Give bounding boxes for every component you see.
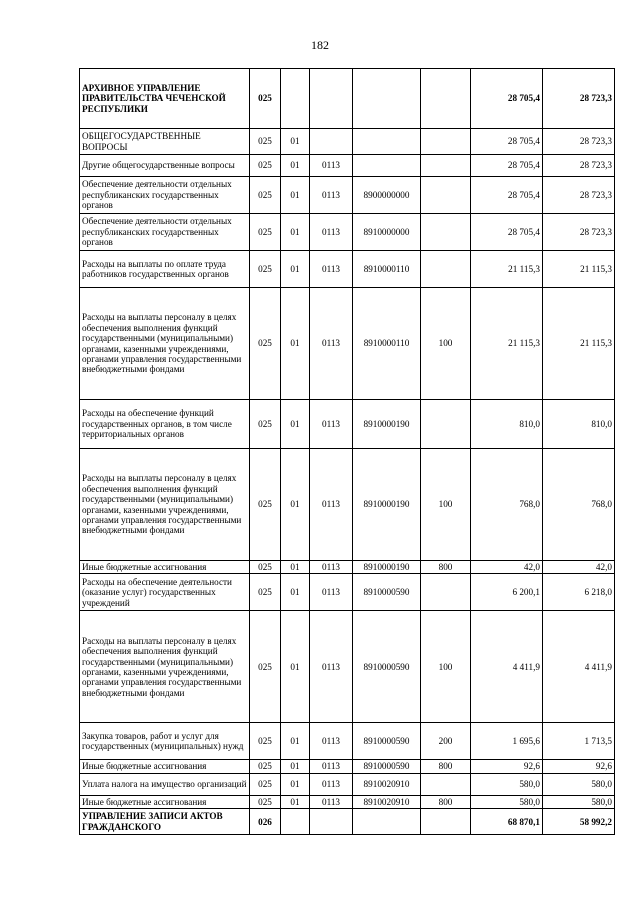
- ministry-code: 025: [250, 177, 281, 214]
- expense-type-code: [421, 809, 471, 835]
- amount-year-1: 1 695,6: [471, 723, 543, 760]
- subsection-code: 0113: [310, 400, 353, 449]
- target-article-code: 8910000590: [353, 574, 421, 611]
- ministry-code: 025: [250, 723, 281, 760]
- section-code: 01: [281, 129, 310, 155]
- amount-year-1: 768,0: [471, 449, 543, 561]
- budget-item-name: Иные бюджетные ассигнования: [80, 795, 250, 808]
- table-row: [80, 69, 615, 129]
- subsection-code: 0113: [310, 574, 353, 611]
- expense-type-code: [421, 155, 471, 177]
- amount-year-1: 21 115,3: [471, 288, 543, 400]
- target-article-code: 8910000590: [353, 723, 421, 760]
- expense-type-code: [421, 773, 471, 795]
- amount-year-1: 28 705,4: [471, 177, 543, 214]
- amount-year-1: 28 705,4: [471, 129, 543, 155]
- amount-year-1: 92,6: [471, 760, 543, 773]
- expense-type-code: 200: [421, 723, 471, 760]
- amount-year-2: 28 723,3: [543, 129, 615, 155]
- target-article-code: 8910000590: [353, 611, 421, 723]
- amount-year-2: 768,0: [543, 449, 615, 561]
- table-row: [80, 760, 615, 773]
- target-article-code: 8910000000: [353, 214, 421, 251]
- amount-year-1: 6 200,1: [471, 574, 543, 611]
- target-article-code: 8910000190: [353, 561, 421, 574]
- subsection-code: 0113: [310, 251, 353, 288]
- table-row: [80, 129, 615, 155]
- amount-year-2: 21 115,3: [543, 251, 615, 288]
- table-row: [80, 177, 615, 214]
- table-row: [80, 611, 615, 723]
- expense-type-code: 100: [421, 611, 471, 723]
- expense-type-code: 100: [421, 288, 471, 400]
- section-code: 01: [281, 561, 310, 574]
- target-article-code: [353, 809, 421, 835]
- subsection-code: 0113: [310, 155, 353, 177]
- ministry-code: 025: [250, 795, 281, 808]
- subsection-code: 0113: [310, 177, 353, 214]
- budget-item-name: Иные бюджетные ассигнования: [80, 760, 250, 773]
- section-code: 01: [281, 611, 310, 723]
- budget-item-name: Закупка товаров, работ и услуг для государственных (муниципальных) нужд: [80, 723, 250, 760]
- section-code: 01: [281, 400, 310, 449]
- amount-year-1: 4 411,9: [471, 611, 543, 723]
- section-code: 01: [281, 251, 310, 288]
- budget-item-name: АРХИВНОЕ УПРАВЛЕНИЕ ПРАВИТЕЛЬСТВА ЧЕЧЕНСКОЙ РЕСПУБЛИКИ: [80, 69, 250, 129]
- section-code: 01: [281, 214, 310, 251]
- amount-year-1: 810,0: [471, 400, 543, 449]
- expense-type-code: [421, 251, 471, 288]
- budget-item-name: Расходы на обеспечение деятельности (оказание услуг) государственных учреждений: [80, 574, 250, 611]
- section-code: 01: [281, 795, 310, 808]
- budget-table: [79, 68, 615, 835]
- amount-year-2: 28 723,3: [543, 69, 615, 129]
- amount-year-1: 42,0: [471, 561, 543, 574]
- subsection-code: [310, 69, 353, 129]
- section-code: 01: [281, 449, 310, 561]
- amount-year-2: 28 723,3: [543, 177, 615, 214]
- target-article-code: 8910020910: [353, 795, 421, 808]
- section-code: 01: [281, 773, 310, 795]
- amount-year-1: 580,0: [471, 795, 543, 808]
- ministry-code: 025: [250, 400, 281, 449]
- amount-year-2: 810,0: [543, 400, 615, 449]
- amount-year-2: 42,0: [543, 561, 615, 574]
- ministry-code: 025: [250, 288, 281, 400]
- subsection-code: 0113: [310, 760, 353, 773]
- table-row: [80, 561, 615, 574]
- ministry-code: 025: [250, 611, 281, 723]
- expense-type-code: 800: [421, 561, 471, 574]
- expense-type-code: 800: [421, 760, 471, 773]
- table-row: [80, 795, 615, 808]
- page-number: 182: [311, 38, 329, 52]
- table-row: [80, 155, 615, 177]
- subsection-code: 0113: [310, 214, 353, 251]
- section-code: 01: [281, 760, 310, 773]
- budget-item-name: ОБЩЕГОСУДАРСТВЕННЫЕ ВОПРОСЫ: [80, 129, 250, 155]
- subsection-code: 0113: [310, 449, 353, 561]
- ministry-code: 025: [250, 214, 281, 251]
- amount-year-1: 28 705,4: [471, 69, 543, 129]
- ministry-code: 025: [250, 155, 281, 177]
- ministry-code: 025: [250, 574, 281, 611]
- budget-item-name: Расходы на выплаты персоналу в целях обеспечения выполнения функций государственными (муниципальными) органами, казенными учреждениями, органами управления государственными внебюджетными фондами: [80, 611, 250, 723]
- table-row: [80, 449, 615, 561]
- amount-year-1: 21 115,3: [471, 251, 543, 288]
- target-article-code: 8910000190: [353, 449, 421, 561]
- amount-year-2: 21 115,3: [543, 288, 615, 400]
- target-article-code: 8910020910: [353, 773, 421, 795]
- amount-year-1: 68 870,1: [471, 809, 543, 835]
- target-article-code: 8910000110: [353, 251, 421, 288]
- amount-year-2: 4 411,9: [543, 611, 615, 723]
- expense-type-code: [421, 69, 471, 129]
- ministry-code: 025: [250, 773, 281, 795]
- budget-item-name: Расходы на выплаты персоналу в целях обеспечения выполнения функций государственными (муниципальными) органами, казенными учреждениями, органами управления государственными внебюджетными фондами: [80, 449, 250, 561]
- amount-year-2: 28 723,3: [543, 155, 615, 177]
- target-article-code: [353, 69, 421, 129]
- budget-item-name: Обеспечение деятельности отдельных республиканских государственных органов: [80, 177, 250, 214]
- budget-item-name: УПРАВЛЕНИЕ ЗАПИСИ АКТОВ ГРАЖДАНСКОГО: [80, 809, 250, 835]
- subsection-code: 0113: [310, 611, 353, 723]
- section-code: 01: [281, 288, 310, 400]
- subsection-code: 0113: [310, 561, 353, 574]
- expense-type-code: [421, 574, 471, 611]
- section-code: [281, 809, 310, 835]
- amount-year-2: 58 992,2: [543, 809, 615, 835]
- amount-year-2: 1 713,5: [543, 723, 615, 760]
- section-code: 01: [281, 155, 310, 177]
- target-article-code: 8900000000: [353, 177, 421, 214]
- expense-type-code: [421, 129, 471, 155]
- table-row: [80, 400, 615, 449]
- subsection-code: [310, 809, 353, 835]
- expense-type-code: 800: [421, 795, 471, 808]
- budget-item-name: Расходы на обеспечение функций государственных органов, в том числе территориальных органов: [80, 400, 250, 449]
- table-row: [80, 809, 615, 835]
- expense-type-code: [421, 400, 471, 449]
- section-code: [281, 69, 310, 129]
- section-code: 01: [281, 723, 310, 760]
- section-code: 01: [281, 177, 310, 214]
- ministry-code: 025: [250, 760, 281, 773]
- section-code: 01: [281, 574, 310, 611]
- amount-year-1: 28 705,4: [471, 214, 543, 251]
- budget-item-name: Расходы на выплаты персоналу в целях обеспечения выполнения функций государственными (муниципальными) органами, казенными учреждениями, органами управления государственными внебюджетными фондами: [80, 288, 250, 400]
- amount-year-2: 580,0: [543, 773, 615, 795]
- budget-item-name: Уплата налога на имущество организаций: [80, 773, 250, 795]
- target-article-code: 8910000190: [353, 400, 421, 449]
- amount-year-2: 28 723,3: [543, 214, 615, 251]
- budget-item-name: Иные бюджетные ассигнования: [80, 561, 250, 574]
- table-row: [80, 723, 615, 760]
- target-article-code: [353, 155, 421, 177]
- table-row: [80, 773, 615, 795]
- budget-item-name: Другие общегосударственные вопросы: [80, 155, 250, 177]
- target-article-code: 8910000110: [353, 288, 421, 400]
- amount-year-1: 28 705,4: [471, 155, 543, 177]
- ministry-code: 025: [250, 561, 281, 574]
- amount-year-2: 92,6: [543, 760, 615, 773]
- subsection-code: 0113: [310, 795, 353, 808]
- table-row: [80, 288, 615, 400]
- amount-year-1: 580,0: [471, 773, 543, 795]
- expense-type-code: 100: [421, 449, 471, 561]
- subsection-code: 0113: [310, 723, 353, 760]
- ministry-code: 025: [250, 449, 281, 561]
- budget-item-name: Обеспечение деятельности отдельных республиканских государственных органов: [80, 214, 250, 251]
- ministry-code: 025: [250, 69, 281, 129]
- amount-year-2: 580,0: [543, 795, 615, 808]
- amount-year-2: 6 218,0: [543, 574, 615, 611]
- expense-type-code: [421, 177, 471, 214]
- budget-item-name: Расходы на выплаты по оплате труда работников государственных органов: [80, 251, 250, 288]
- ministry-code: 025: [250, 251, 281, 288]
- subsection-code: [310, 129, 353, 155]
- table-row: [80, 574, 615, 611]
- subsection-code: 0113: [310, 288, 353, 400]
- expense-type-code: [421, 214, 471, 251]
- table-row: [80, 251, 615, 288]
- budget-table-body: [80, 69, 615, 835]
- ministry-code: 026: [250, 809, 281, 835]
- target-article-code: 8910000590: [353, 760, 421, 773]
- target-article-code: [353, 129, 421, 155]
- table-row: [80, 214, 615, 251]
- ministry-code: 025: [250, 129, 281, 155]
- subsection-code: 0113: [310, 773, 353, 795]
